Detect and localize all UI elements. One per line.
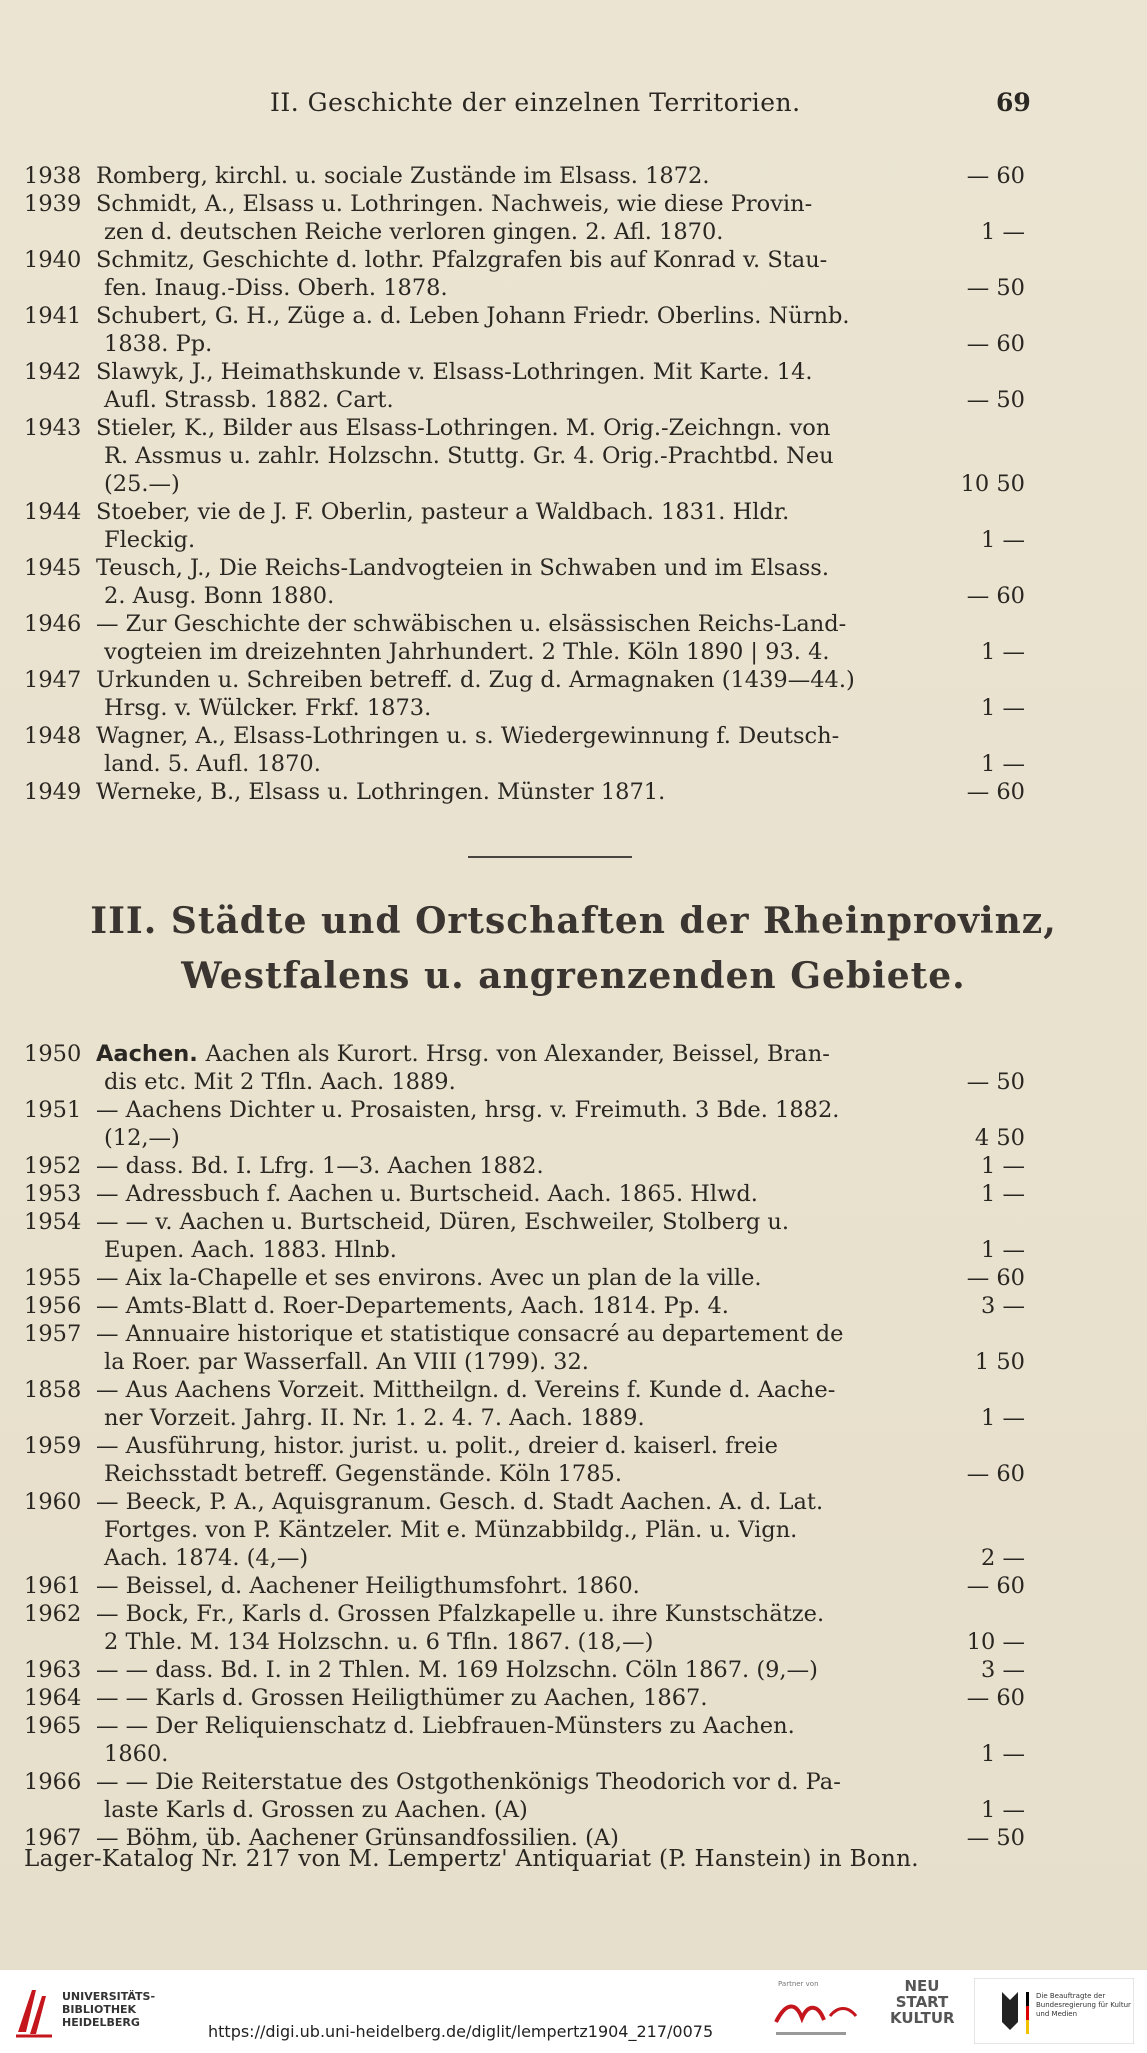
- ub-name-line-3: HEIDELBERG: [62, 2016, 140, 2029]
- ub-name-line-2: BIBLIOTHEK: [62, 2003, 137, 2016]
- entry-price: — 50: [966, 387, 1025, 413]
- catalog-entry: [0, 1712, 1147, 1768]
- catalog-entry: [0, 1488, 1147, 1572]
- entry-price: 1 —: [981, 1237, 1025, 1263]
- entry-text: (12,—): [104, 1125, 180, 1151]
- entry-price: 4 50: [974, 1125, 1025, 1151]
- entry-price: 1 —: [981, 219, 1025, 245]
- entry-text: — Ausführung, histor. jurist. u. polit., dreier d. kaiserl. freie: [96, 1433, 778, 1459]
- entry-text: Stieler, K., Bilder aus Elsass-Lothringen. M. Orig.-Zeichngn. von: [96, 415, 831, 441]
- entry-text: Urkunden u. Schreiben betreff. d. Zug d. Armagnaken (1439—44.): [96, 667, 855, 693]
- entry-text: la Roer. par Wasserfall. An VIII (1799). 32.: [104, 1349, 589, 1375]
- entry-number: 1954: [24, 1209, 82, 1235]
- entry-price: 2 —: [981, 1545, 1025, 1571]
- entry-text: — Bock, Fr., Karls d. Grossen Pfalzkapelle u. ihre Kunstschätze.: [96, 1601, 825, 1627]
- entry-text: dis etc. Mit 2 Tfln. Aach. 1889.: [104, 1069, 456, 1095]
- entry-number: 1858: [24, 1377, 82, 1403]
- entry-number: 1955: [24, 1265, 82, 1291]
- catalog-entry: [0, 1040, 1147, 1096]
- entry-text: — Aachens Dichter u. Prosaisten, hrsg. v. Freimuth. 3 Bde. 1882.: [96, 1097, 840, 1123]
- entry-line: [0, 1432, 1147, 1460]
- entry-text: Aachen. Aachen als Kurort. Hrsg. von Alexander, Beissel, Bran-: [96, 1041, 830, 1067]
- catalog-entry: [0, 554, 1147, 610]
- entry-number: 1940: [24, 247, 82, 273]
- entry-line: [0, 1404, 1147, 1432]
- catalog-entry: [0, 1376, 1147, 1432]
- entry-number: 1956: [24, 1293, 82, 1319]
- catalog-entry: [0, 1572, 1147, 1600]
- catalog-entry: [0, 1292, 1147, 1320]
- entry-text: — Aix la-Chapelle et ses environs. Avec un plan de la ville.: [96, 1265, 762, 1291]
- entry-price: — 60: [966, 1265, 1025, 1291]
- entry-line: [0, 526, 1147, 554]
- entry-price: — 60: [966, 583, 1025, 609]
- entry-number: 1946: [24, 611, 82, 637]
- entry-line: [0, 722, 1147, 750]
- catalog-entry: [0, 610, 1147, 666]
- entry-price: 1 —: [981, 1741, 1025, 1767]
- entry-number: 1945: [24, 555, 82, 581]
- entry-number: 1964: [24, 1685, 82, 1711]
- entry-text: — — dass. Bd. I. in 2 Thlen. M. 169 Holzschn. Cöln 1867. (9,—): [96, 1657, 818, 1683]
- entry-number: 1965: [24, 1713, 82, 1739]
- entry-line: [0, 694, 1147, 722]
- entry-line: [0, 302, 1147, 330]
- catalog-entry: [0, 1264, 1147, 1292]
- entry-price: — 60: [966, 1461, 1025, 1487]
- entry-number: 1962: [24, 1601, 82, 1627]
- entry-line: [0, 1796, 1147, 1824]
- university-library-logo-icon: [12, 1982, 56, 2042]
- entry-text: — Annuaire historique et statistique consacré au departement de: [96, 1321, 844, 1347]
- entry-line: [0, 610, 1147, 638]
- entry-price: — 60: [966, 163, 1025, 189]
- entry-price: 1 —: [981, 695, 1025, 721]
- catalog-entry: [0, 162, 1147, 190]
- entry-line: [0, 582, 1147, 610]
- entry-line: [0, 1320, 1147, 1348]
- entry-price: — 50: [966, 1825, 1025, 1851]
- entry-text: Teusch, J., Die Reichs-Landvogteien in Schwaben und im Elsass.: [96, 555, 829, 581]
- entry-price: — 50: [966, 1069, 1025, 1095]
- entry-number: 1959: [24, 1433, 82, 1459]
- catalog-entry: [0, 498, 1147, 554]
- entry-line: [0, 1684, 1147, 1712]
- entry-line: [0, 1236, 1147, 1264]
- catalog-entry: [0, 1656, 1147, 1684]
- entry-line: [0, 498, 1147, 526]
- entry-text: — Zur Geschichte der schwäbischen u. elsässischen Reichs-Land-: [96, 611, 847, 637]
- entry-line: [0, 1516, 1147, 1544]
- entry-text: Reichsstadt betreff. Gegenstände. Köln 1785.: [104, 1461, 623, 1487]
- catalog-footer: Lager-Katalog Nr. 217 von M. Lempertz' Antiquariat (P. Hanstein) in Bonn.: [24, 1846, 919, 1872]
- entry-line: [0, 1180, 1147, 1208]
- catalog-entry: [0, 190, 1147, 246]
- university-library-name: [62, 1990, 155, 2029]
- entry-text: zen d. deutschen Reiche verloren gingen. 2. Afl. 1870.: [104, 219, 724, 245]
- entry-line: [0, 1656, 1147, 1684]
- entry-text: 1860.: [104, 1741, 169, 1767]
- catalog-entry: [0, 1096, 1147, 1152]
- entry-head-word: Aachen.: [96, 1041, 206, 1067]
- entry-line: [0, 778, 1147, 806]
- entry-line: [0, 190, 1147, 218]
- section-divider: [468, 856, 632, 858]
- entry-line: [0, 442, 1147, 470]
- entry-number: 1947: [24, 667, 82, 693]
- entry-text: 2. Ausg. Bonn 1880.: [104, 583, 335, 609]
- entry-line: [0, 1068, 1147, 1096]
- catalog-entry: [0, 358, 1147, 414]
- entry-number: 1943: [24, 415, 82, 441]
- entry-line: [0, 1572, 1147, 1600]
- catalog-entry: [0, 722, 1147, 778]
- entry-price: — 60: [966, 331, 1025, 357]
- entry-line: [0, 1124, 1147, 1152]
- entry-line: [0, 470, 1147, 498]
- catalog-entry: [0, 1768, 1147, 1824]
- entry-line: [0, 274, 1147, 302]
- entry-number: 1961: [24, 1573, 82, 1599]
- entry-price: 10 50: [960, 471, 1025, 497]
- entry-number: 1948: [24, 723, 82, 749]
- entry-number: 1953: [24, 1181, 82, 1207]
- entry-text: Slawyk, J., Heimathskunde v. Elsass-Lothringen. Mit Karte. 14.: [96, 359, 813, 385]
- entry-price: 1 —: [981, 1405, 1025, 1431]
- entry-text: Stoeber, vie de J. F. Oberlin, pasteur a Waldbach. 1831. Hldr.: [96, 499, 790, 525]
- entry-number: 1952: [24, 1153, 82, 1179]
- partner-label: Partner von: [778, 1980, 819, 1988]
- entry-line: [0, 1348, 1147, 1376]
- entry-text: — Adressbuch f. Aachen u. Burtscheid. Aach. 1865. Hlwd.: [96, 1181, 758, 1207]
- entry-number: 1944: [24, 499, 82, 525]
- entry-line: [0, 1544, 1147, 1572]
- entry-price: 1 —: [981, 1153, 1025, 1179]
- entry-text: 1838. Pp.: [104, 331, 213, 357]
- entry-number: 1967: [24, 1825, 82, 1851]
- entry-line: [0, 1460, 1147, 1488]
- entry-text: — Böhm, üb. Aachener Grünsandfossilien. (A): [96, 1825, 619, 1851]
- entry-number: 1942: [24, 359, 82, 385]
- catalog-entry: [0, 1208, 1147, 1264]
- entry-line: [0, 1768, 1147, 1796]
- page-number: 69: [996, 88, 1031, 117]
- catalog-entry: [0, 302, 1147, 358]
- entry-number: 1941: [24, 303, 82, 329]
- entry-line: [0, 1488, 1147, 1516]
- entry-number: 1938: [24, 163, 82, 189]
- entry-line: [0, 386, 1147, 414]
- entry-line: [0, 1740, 1147, 1768]
- entry-line: [0, 1376, 1147, 1404]
- entry-number: 1957: [24, 1321, 82, 1347]
- entry-text: — Aus Aachens Vorzeit. Mittheilgn. d. Vereins f. Kunde d. Aache-: [96, 1377, 836, 1403]
- catalog-entry: [0, 1320, 1147, 1376]
- permalink-url[interactable]: https://digi.ub.uni-heidelberg.de/diglit/lempertz1904_217/0075: [208, 2022, 714, 2041]
- entry-line: [0, 1096, 1147, 1124]
- entry-line: [0, 554, 1147, 582]
- catalog-entry: [0, 246, 1147, 302]
- entry-text: Wagner, A., Elsass-Lothringen u. s. Wiedergewinnung f. Deutsch-: [96, 723, 840, 749]
- entry-text: — — Die Reiterstatue des Ostgothenkönigs Theodorich vor d. Pa-: [96, 1769, 841, 1795]
- entry-price: 1 —: [981, 1181, 1025, 1207]
- entry-text: fen. Inaug.-Diss. Oberh. 1878.: [104, 275, 448, 301]
- entry-price: 10 —: [966, 1629, 1025, 1655]
- neustart-line-2: START: [895, 1993, 949, 2011]
- entry-line: [0, 330, 1147, 358]
- neustart-line-3: KULTUR: [890, 2009, 955, 2027]
- entry-line: [0, 1152, 1147, 1180]
- entry-text: R. Assmus u. zahlr. Holzschn. Stuttg. Gr. 4. Orig.-Prachtbd. Neu: [104, 443, 834, 469]
- entry-text: Schmitz, Geschichte d. lothr. Pfalzgrafen bis auf Konrad v. Stau-: [96, 247, 828, 273]
- entry-line: [0, 1292, 1147, 1320]
- entry-text: — Amts-Blatt d. Roer-Departements, Aach. 1814. Pp. 4.: [96, 1293, 729, 1319]
- entry-line: [0, 1264, 1147, 1292]
- entry-text: Fortges. von P. Käntzeler. Mit e. Münzabbildg., Plän. u. Vign.: [104, 1517, 798, 1543]
- entry-number: 1949: [24, 779, 82, 805]
- entry-text: — — Karls d. Grossen Heiligthümer zu Aachen, 1867.: [96, 1685, 708, 1711]
- entry-price: 1 —: [981, 1797, 1025, 1823]
- entry-list-territorien: [0, 162, 1147, 806]
- entry-price: 1 50: [974, 1349, 1025, 1375]
- bkm-label: Die Beauftragte der Bundesregierung für Kultur und Medien: [1036, 1992, 1131, 2018]
- entry-number: 1966: [24, 1769, 82, 1795]
- entry-price: — 60: [966, 779, 1025, 805]
- catalog-entry: [0, 1684, 1147, 1712]
- entry-text: Schmidt, A., Elsass u. Lothringen. Nachweis, wie diese Provin-: [96, 191, 813, 217]
- neustart-line-1: NEU: [904, 1977, 940, 1995]
- entry-text: Aach. 1874. (4,—): [104, 1545, 309, 1571]
- entry-text: (25.—): [104, 471, 180, 497]
- entry-line: [0, 162, 1147, 190]
- entry-line: [0, 218, 1147, 246]
- running-title: II. Geschichte der einzelnen Territorien.: [270, 88, 801, 117]
- entry-text: Eupen. Aach. 1883. Hlnb.: [104, 1237, 397, 1263]
- catalog-entry: [0, 1600, 1147, 1656]
- catalog-entry: [0, 1152, 1147, 1180]
- entry-line: [0, 1628, 1147, 1656]
- entry-number: 1960: [24, 1489, 82, 1515]
- ub-name-line-1: UNIVERSITÄTS-: [62, 1990, 156, 2003]
- section-title-line-2: Westfalens u. angrenzenden Gebiete.: [181, 955, 966, 997]
- entry-number: 1951: [24, 1097, 82, 1123]
- entry-line: [0, 414, 1147, 442]
- entry-text: 2 Thle. M. 134 Holzschn. u. 6 Tfln. 1867. (18,—): [104, 1629, 654, 1655]
- entry-text: Hrsg. v. Wülcker. Frkf. 1873.: [104, 695, 432, 721]
- entry-text: Romberg, kirchl. u. sociale Zustände im Elsass. 1872.: [96, 163, 710, 189]
- entry-line: [0, 1208, 1147, 1236]
- catalog-entry: [0, 778, 1147, 806]
- entry-text: Schubert, G. H., Züge a. d. Leben Johann Friedr. Oberlins. Nürnb.: [96, 303, 850, 329]
- catalog-entry: [0, 414, 1147, 498]
- entry-price: 1 —: [981, 751, 1025, 777]
- entry-line: [0, 1712, 1147, 1740]
- entry-number: 1963: [24, 1657, 82, 1683]
- entry-price: 3 —: [981, 1293, 1025, 1319]
- entry-number: 1950: [24, 1041, 82, 1067]
- entry-line: [0, 246, 1147, 274]
- catalog-entry: [0, 1180, 1147, 1208]
- entry-price: — 60: [966, 1573, 1025, 1599]
- entry-price: 3 —: [981, 1657, 1025, 1683]
- entry-line: [0, 638, 1147, 666]
- entry-text: land. 5. Aufl. 1870.: [104, 751, 321, 777]
- entry-text: Fleckig.: [104, 527, 196, 553]
- catalog-entry: [0, 1432, 1147, 1488]
- entry-text: Werneke, B., Elsass u. Lothringen. Münster 1871.: [96, 779, 666, 805]
- entry-price: 1 —: [981, 527, 1025, 553]
- entry-text: laste Karls d. Grossen zu Aachen. (A): [104, 1797, 528, 1823]
- entry-text: Aufl. Strassb. 1882. Cart.: [104, 387, 394, 413]
- entry-text: vogteien im dreizehnten Jahrhundert. 2 Thle. Köln 1890 | 93. 4.: [104, 639, 830, 665]
- entry-text: — Beissel, d. Aachener Heiligthumsfohrt. 1860.: [96, 1573, 640, 1599]
- entry-price: — 60: [966, 1685, 1025, 1711]
- entry-text: ner Vorzeit. Jahrg. II. Nr. 1. 2. 4. 7. Aach. 1889.: [104, 1405, 645, 1431]
- entry-line: [0, 358, 1147, 386]
- neustart-kultur-logo: [890, 1978, 954, 2026]
- entry-text: — dass. Bd. I. Lfrg. 1—3. Aachen 1882.: [96, 1153, 544, 1179]
- catalog-entry: [0, 666, 1147, 722]
- entry-text: — Beeck, P. A., Aquisgranum. Gesch. d. Stadt Aachen. A. d. Lat.: [96, 1489, 824, 1515]
- entry-price: 1 —: [981, 639, 1025, 665]
- running-head: [0, 88, 1147, 128]
- section-title-line-1: III. Städte und Ortschaften der Rheinprovinz,: [90, 900, 1057, 942]
- entry-line: [0, 1600, 1147, 1628]
- entry-line: [0, 666, 1147, 694]
- entry-list-rheinprovinz: [0, 1040, 1147, 1852]
- digitization-footer-bar: [0, 1970, 1147, 2053]
- entry-text: — — v. Aachen u. Burtscheid, Düren, Eschweiler, Stolberg u.: [96, 1209, 790, 1235]
- entry-line: [0, 750, 1147, 778]
- entry-text: — — Der Reliquienschatz d. Liebfrauen-Münsters zu Aachen.: [96, 1713, 795, 1739]
- partner-logo-icon: [768, 1992, 878, 2042]
- entry-number: 1939: [24, 191, 82, 217]
- entry-price: — 50: [966, 275, 1025, 301]
- entry-line: [0, 1040, 1147, 1068]
